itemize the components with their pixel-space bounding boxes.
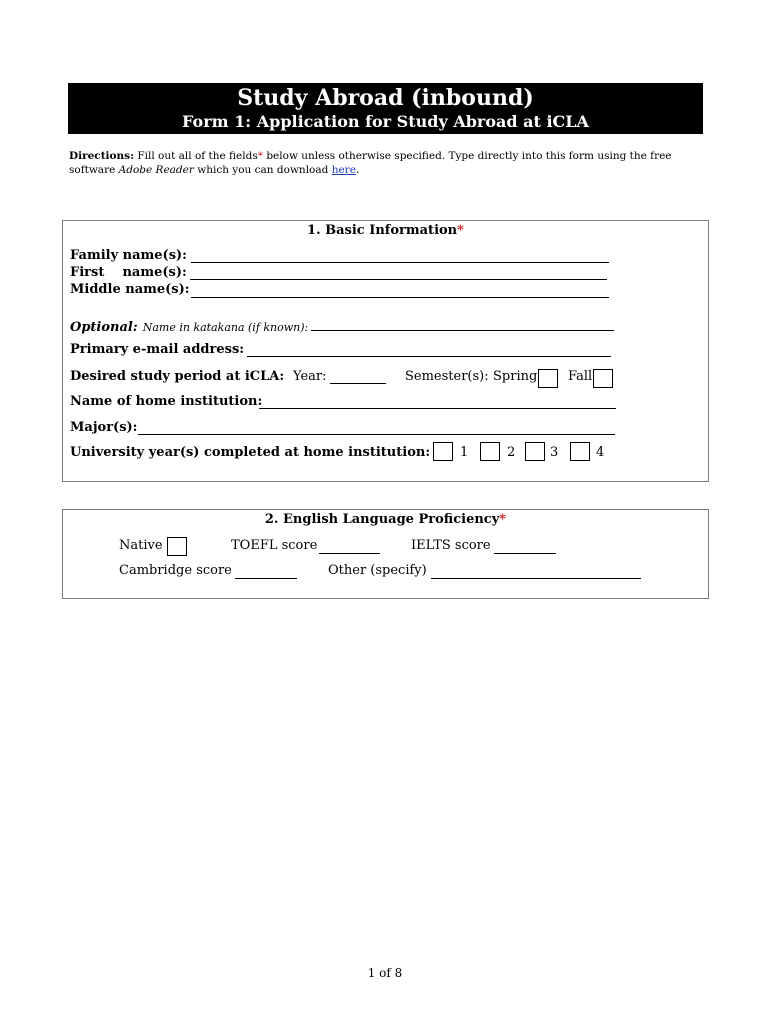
study-period-label: Desired study period at iCLA:: [70, 369, 285, 384]
year-2-label: 2: [507, 445, 516, 460]
required-asterisk: *: [457, 223, 464, 238]
first-name-label-part1: First: [70, 265, 105, 280]
fall-checkbox[interactable]: [593, 369, 613, 388]
spring-checkbox[interactable]: [538, 369, 558, 388]
ielts-label: IELTS score: [411, 538, 491, 553]
english-proficiency-title-text: 2. English Language Proficiency: [264, 512, 500, 527]
year-label: Year:: [293, 369, 327, 384]
home-institution-field[interactable]: [259, 408, 616, 409]
directions-text-1: Fill out all of the fields: [137, 150, 258, 162]
form-title: Study Abroad (inbound): [237, 85, 534, 111]
year-1-checkbox[interactable]: [433, 442, 453, 461]
other-field[interactable]: [431, 578, 641, 579]
semester-label: Semester(s):: [405, 369, 489, 384]
year-3-checkbox[interactable]: [525, 442, 545, 461]
required-asterisk: *: [499, 512, 507, 527]
fall-label: Fall: [568, 369, 593, 384]
directions-label: Directions:: [69, 150, 134, 162]
katakana-label: Name in katakana (if known):: [142, 321, 309, 334]
major-field[interactable]: [138, 434, 615, 435]
directions-end: .: [355, 164, 360, 176]
year-3-label: 3: [550, 445, 559, 460]
page-number: 1 of 8: [367, 966, 403, 980]
major-label: Major(s):: [70, 420, 138, 435]
email-label: Primary e-mail address:: [70, 342, 245, 357]
university-years-label: University year(s) completed at home institution:: [70, 445, 431, 460]
directions-text-2: below unless otherwise specified. Type directly into this form using the free software: [69, 150, 672, 176]
katakana-field[interactable]: [311, 330, 614, 331]
middle-name-field[interactable]: [191, 297, 609, 298]
toefl-field[interactable]: [319, 553, 380, 554]
email-field[interactable]: [247, 356, 611, 357]
katakana-row: [70, 316, 308, 335]
home-institution-label: Name of home institution:: [70, 394, 263, 409]
basic-information-section: [62, 220, 709, 482]
native-label: Native: [119, 538, 163, 553]
family-name-label: Family name(s):: [70, 248, 187, 263]
native-checkbox[interactable]: [167, 537, 187, 556]
other-label: Other (specify): [328, 563, 427, 578]
year-2-checkbox[interactable]: [480, 442, 500, 461]
family-name-field[interactable]: [191, 262, 609, 263]
optional-label: Optional:: [70, 320, 138, 335]
first-name-label: [70, 265, 187, 280]
download-link[interactable]: here: [331, 164, 356, 176]
ielts-field[interactable]: [494, 553, 556, 554]
year-1-label: 1: [460, 445, 469, 460]
first-name-field[interactable]: [190, 279, 607, 280]
form-header: [68, 83, 703, 134]
basic-information-title-text: 1. Basic Information: [307, 223, 458, 238]
year-field[interactable]: [330, 383, 386, 384]
middle-name-label: Middle name(s):: [70, 282, 190, 297]
year-4-label: 4: [596, 445, 605, 460]
directions: [69, 149, 709, 177]
directions-text-3: which you can download: [197, 164, 329, 176]
spring-label: Spring: [493, 369, 538, 384]
toefl-label: TOEFL score: [231, 538, 318, 553]
first-name-label-part2: name(s):: [122, 265, 187, 280]
basic-information-title: [63, 223, 708, 238]
directions-app-name: Adobe Reader: [118, 164, 194, 176]
english-proficiency-title: [63, 512, 708, 527]
english-proficiency-section: [62, 509, 709, 599]
year-4-checkbox[interactable]: [570, 442, 590, 461]
required-asterisk: *: [257, 150, 263, 162]
form-subtitle: Form 1: Application for Study Abroad at iCLA: [182, 112, 589, 131]
cambridge-field[interactable]: [235, 578, 297, 579]
cambridge-label: Cambridge score: [119, 563, 232, 578]
